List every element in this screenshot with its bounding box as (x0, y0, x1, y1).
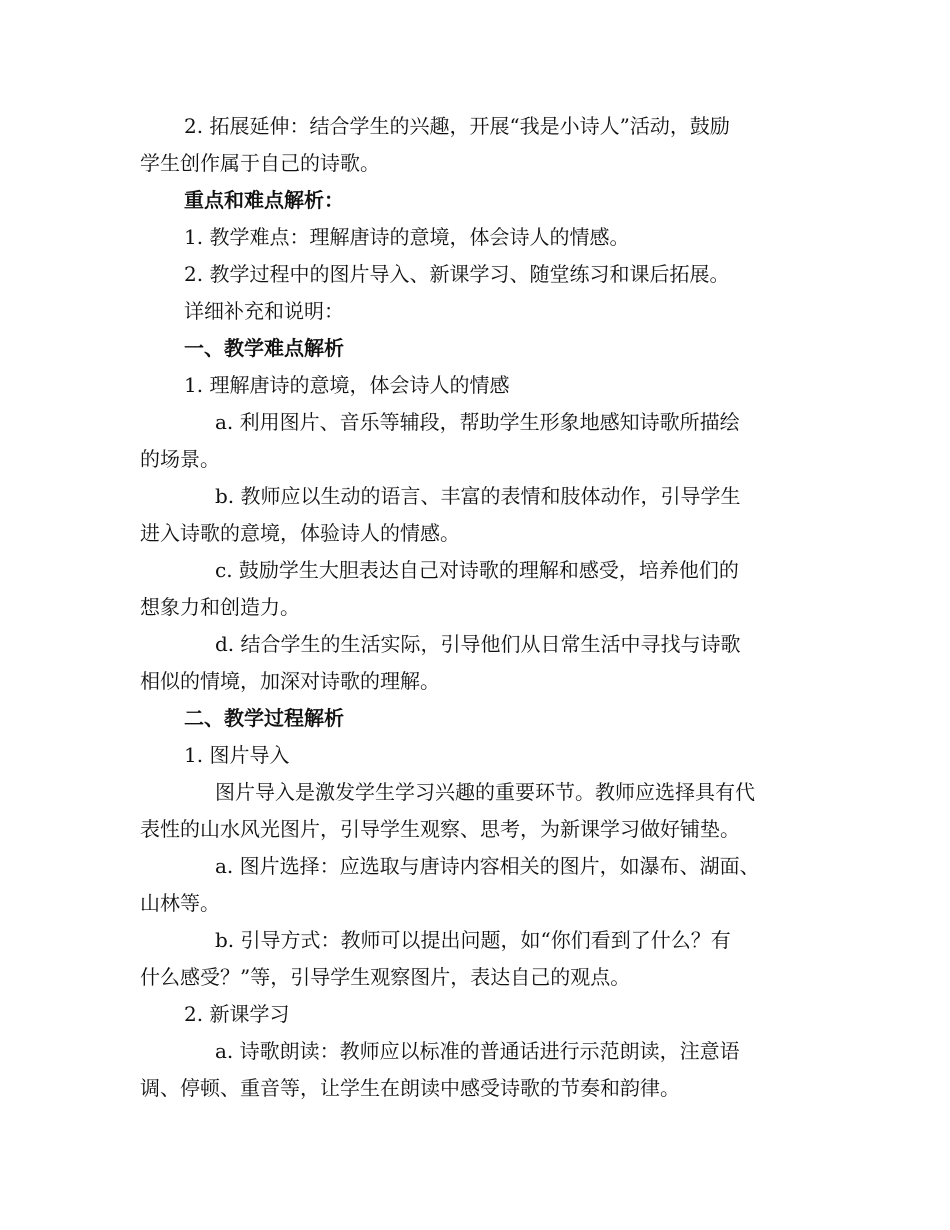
paragraph-line: 详细补充和说明： (184, 299, 344, 323)
paragraph-line: 学生创作属于自己的诗歌。 (140, 151, 380, 175)
list-item: a. 利用图片、音乐等辅段，帮助学生形象地感知诗歌所描绘 (215, 410, 740, 434)
list-item: a. 图片选择：应选取与唐诗内容相关的图片，如瀑布、湖面、 (215, 854, 760, 878)
paragraph-line: 什么感受？”等，引导学生观察图片，表达自己的观点。 (140, 965, 631, 989)
paragraph-line: 相似的情境，加深对诗歌的理解。 (140, 669, 440, 693)
list-item: d. 结合学生的生活实际，引导他们从日常生活中寻找与诗歌 (215, 632, 741, 656)
paragraph-line: 山林等。 (140, 891, 220, 915)
paragraph-line: 图片导入是激发学生学习兴趣的重要环节。教师应选择具有代 (215, 780, 755, 804)
list-item: a. 诗歌朗读：教师应以标准的普通话进行示范朗读，注意语 (215, 1039, 740, 1063)
paragraph-line: 调、停顿、重音等，让学生在朗读中感受诗歌的节奏和韵律。 (140, 1076, 680, 1100)
paragraph-line: 表性的山水风光图片，引导学生观察、思考，为新课学习做好铺垫。 (140, 817, 740, 841)
paragraph-line: 1. 教学难点：理解唐诗的意境，体会诗人的情感。 (184, 225, 630, 249)
paragraph-line: 的场景。 (140, 447, 220, 471)
section-heading: 重点和难点解析： (184, 188, 344, 212)
list-item: 1. 理解唐诗的意境，体会诗人的情感 (184, 373, 510, 397)
list-item: b. 引导方式：教师可以提出问题，如“你们看到了什么？有 (215, 928, 731, 952)
paragraph-line: 进入诗歌的意境，体验诗人的情感。 (140, 521, 460, 545)
list-item: 1. 图片导入 (184, 743, 290, 767)
list-item: 2. 新课学习 (184, 1002, 290, 1026)
section-heading: 二、教学过程解析 (184, 706, 344, 730)
list-item: b. 教师应以生动的语言、丰富的表情和肢体动作，引导学生 (215, 484, 741, 508)
paragraph-line: 想象力和创造力。 (140, 595, 300, 619)
section-heading: 一、教学难点解析 (184, 336, 344, 360)
paragraph-line: 2. 教学过程中的图片导入、新课学习、随堂练习和课后拓展。 (184, 262, 730, 286)
list-item: c. 鼓励学生大胆表达自己对诗歌的理解和感受，培养他们的 (215, 558, 739, 582)
paragraph-line: 2. 拓展延伸：结合学生的兴趣，开展“我是小诗人”活动，鼓励 (184, 114, 730, 138)
